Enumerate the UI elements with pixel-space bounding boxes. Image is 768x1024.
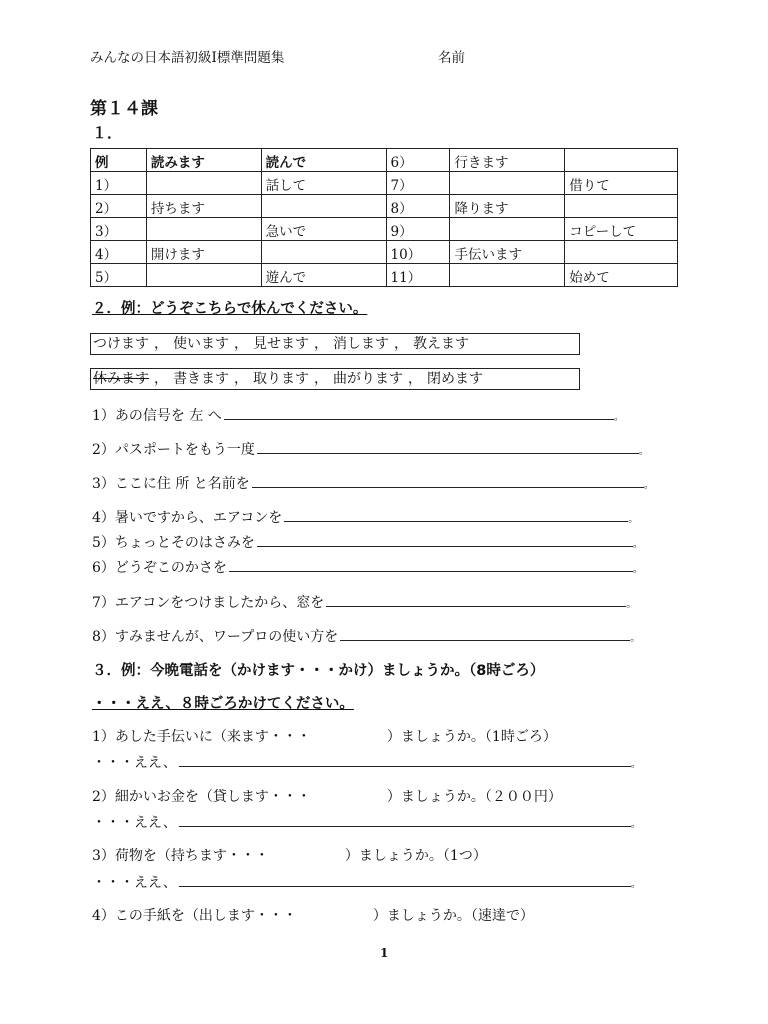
table-cell: 読みます (146, 149, 261, 172)
table-row (91, 172, 678, 195)
question-item: 2）パスポートをもう一度 。 (92, 442, 649, 458)
separator: ， (234, 371, 248, 387)
separator: ， (154, 371, 168, 387)
table-cell: 3） (91, 218, 147, 241)
word-box-row1 (90, 333, 580, 355)
table-row (91, 264, 678, 287)
question-item: 7）エアコンをつけましたから、窓を 。 (92, 595, 637, 611)
table-cell: 手伝います (450, 241, 565, 264)
page-number: 1 (380, 946, 389, 960)
section3-title: ３．例：今晩電話を（かけます・・・かけ）ましょうか。（8時ごろ） (92, 663, 545, 679)
table-cell: 持ちます (146, 195, 261, 218)
section1-label: １． (92, 124, 123, 142)
table-cell: 例 (91, 149, 147, 172)
table-cell: 6） (386, 149, 450, 172)
question-item: 1）あの信号を 左 へ 。 (92, 408, 624, 424)
word-item: 消します (333, 336, 389, 352)
table-cell: 8） (386, 195, 450, 218)
separator: ， (314, 371, 328, 387)
table-cell: 始めて (565, 264, 678, 287)
table-cell: 開けます (146, 241, 261, 264)
table-cell: 遊んで (261, 264, 386, 287)
word-item: 教えます (413, 336, 469, 352)
question-item: 8）すみませんが、ワープロの使い方を 。 (92, 629, 641, 645)
table-cell: 借りて (565, 172, 678, 195)
section3-item: 4）この手紙を（出します・・・ ）ましょうか。（速達で） (92, 908, 534, 924)
table-row (91, 195, 678, 218)
conjugation-table (90, 148, 678, 287)
separator: ， (314, 336, 328, 352)
question-item: 4）暑いですから、エアコンを 。 (92, 510, 639, 526)
word-item: 曲がります (333, 371, 403, 387)
table-cell: 読んで (261, 149, 386, 172)
table-cell: 7） (386, 172, 450, 195)
question-item: 6）どうぞこのかさを 。 (92, 560, 643, 576)
section3-item: 2）細かいお金を（貸します・・・ ）ましょうか。（２００円） (92, 789, 562, 805)
section3-answer: ・・・ええ、 。 (92, 875, 641, 891)
table-cell (261, 241, 386, 264)
separator: ， (394, 336, 408, 352)
table-cell: コピーして (565, 218, 678, 241)
table-cell: 10） (386, 241, 450, 264)
separator: ， (154, 336, 168, 352)
word-item: 使います (173, 336, 229, 352)
table-cell: 11） (386, 264, 450, 287)
table-cell: 降ります (450, 195, 565, 218)
word-item: 取ります (253, 371, 309, 387)
table-cell (565, 241, 678, 264)
table-cell (146, 172, 261, 195)
table-cell (146, 218, 261, 241)
table-cell: 話して (261, 172, 386, 195)
table-cell: 9） (386, 218, 450, 241)
section3-item: 3）荷物を（持ちます・・・ ）ましょうか。（1つ） (92, 848, 487, 864)
question-item: 5）ちょっとそのはさみを 。 (92, 535, 643, 551)
lesson-title: 第１４課 (90, 99, 158, 119)
table-cell: 5） (91, 264, 147, 287)
table-cell (565, 149, 678, 172)
question-item: 3）ここに住 所 と名前を 。 (92, 476, 654, 492)
word-item-example: 休みます (93, 371, 149, 387)
table-cell: 2） (91, 195, 147, 218)
table-cell: 急いで (261, 218, 386, 241)
book-title: みんなの日本語初級Ⅰ標準問題集 (90, 50, 285, 66)
table-cell: 1） (91, 172, 147, 195)
separator: ， (234, 336, 248, 352)
section3-answer: ・・・ええ、 。 (92, 815, 641, 831)
table-cell (450, 172, 565, 195)
section3-example-answer: ・・・ええ、８時ごろかけてください。 (92, 696, 354, 712)
table-row (91, 218, 678, 241)
word-box-row2 (90, 368, 580, 390)
table-cell (450, 264, 565, 287)
table-cell: 行きます (450, 149, 565, 172)
table-cell: 4） (91, 241, 147, 264)
table-cell (565, 195, 678, 218)
table-row (91, 149, 678, 172)
word-item: つけます (93, 336, 149, 352)
section3-item: 1）あした手伝いに（来ます・・・ ）ましょうか。（1時ごろ） (92, 729, 557, 745)
word-item: 閉めます (427, 371, 483, 387)
table-cell (146, 264, 261, 287)
section3-answer: ・・・ええ、 。 (92, 755, 641, 771)
name-label: 名前 (438, 50, 465, 66)
table-cell (450, 218, 565, 241)
word-item: 書きます (173, 371, 229, 387)
table-cell (261, 195, 386, 218)
table-row (91, 241, 678, 264)
section2-title: ２．例：どうぞこちらで休んでください。 (92, 301, 368, 317)
separator: ， (408, 371, 422, 387)
word-item: 見せます (253, 336, 309, 352)
